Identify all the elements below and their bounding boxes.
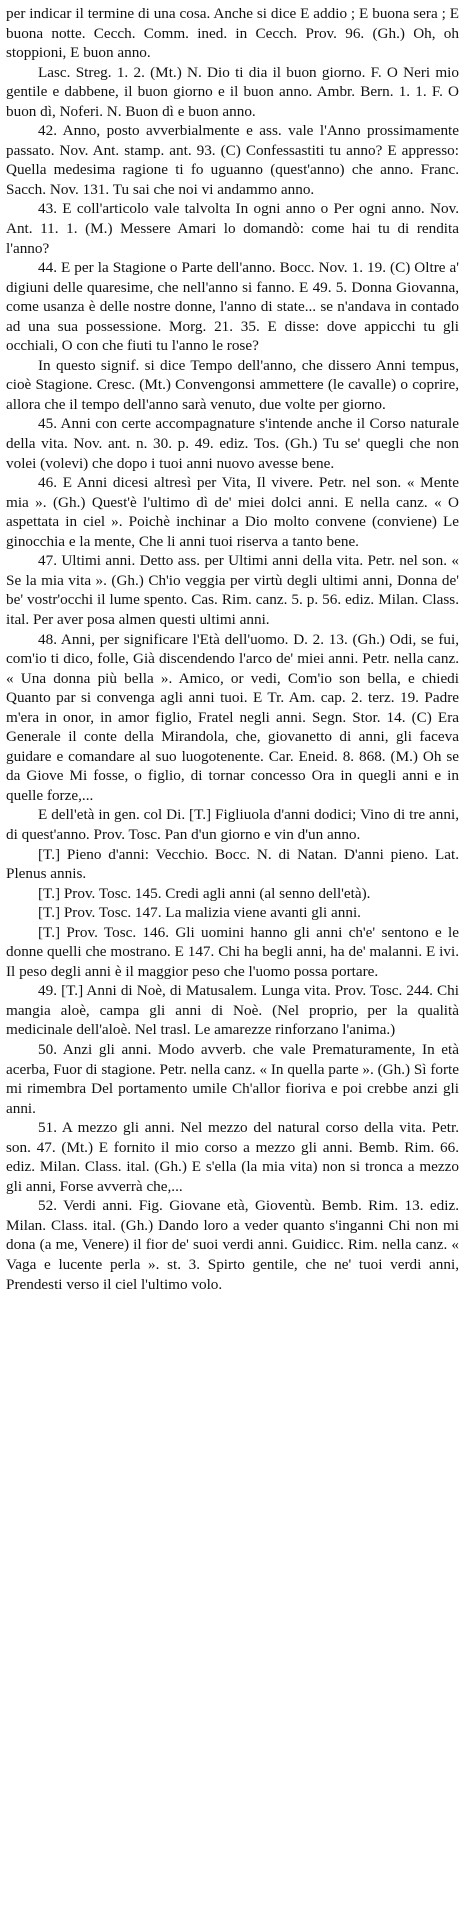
entry-paragraph: E dell'età in gen. col Di. [T.] Figliuola d'anni dodici; Vino di tre anni, di quest'anno. Prov. Tosc. Pan d'un giorno e vin d'un anno. <box>6 806 459 843</box>
entry-paragraph: [T.] Prov. Tosc. 147. La malizia viene avanti gli anni. <box>38 904 361 922</box>
entry-paragraph: [T.] Prov. Tosc. 146. Gli uomini hanno gli anni ch'e' sentono e le donne quelli che mostrano. E 147. Chi ha begli anni, ha de' malanni. E ivi. Il peso degli anni è il maggior peso che l'uomo possa portare. <box>6 923 459 980</box>
entry-paragraph-51: 51. A mezzo gli anni. Nel mezzo del natural corso della vita. Petr. son. 47. (Mt.) E fornito il mio corso a mezzo gli anni. Bemb. Rim. 66. ediz. Milan. Class. ital. (Gh.) E s'ella (la mia vita) non si tronca a mezzo gli anni, Forse avverrà che,... <box>6 1119 459 1195</box>
entry-paragraph-50: 50. Anzi gli anni. Modo avverb. che vale Prematuramente, In età acerba, Fuor di stagione. Petr. nella canz. « In quella parte ». (Gh.) Sì forte mi rimembra Del portamento umile Ch'allor fioriva e poi crebbe anzi gli anni. <box>6 1040 459 1117</box>
entry-paragraph-43: 43. E coll'articolo vale talvolta In ogni anno o Per ogni anno. Nov. Ant. 11. 1. (M.) Messere Amari lo domandò: come hai tu di rendita l'anno? <box>6 200 459 257</box>
entry-paragraph: Lasc. Streg. 1. 2. (Mt.) N. Dio ti dia il buon giorno. F. O Neri mio gentile e dabbene, il buon giorno e il buon anno. Ambr. Bern. 1. 1. F. O buon dì, Noferi. N. Buon dì e buon anno. <box>6 63 459 120</box>
entry-paragraph-44: 44. E per la Stagione o Parte dell'anno. Bocc. Nov. 1. 19. (C) Oltre a' digiuni delle quaresime, che nell'anno si fanno. E 49. 5. Donna Giovanna, come usanza è delle nostre donne, l'anno di state... se n'andava in contado ad una sua possessione. Morg. 21. 35. E disse: dove appicchi tu gli occhiali, O con che fiuti tu l'anno le rose? <box>6 259 459 355</box>
entry-paragraph: per indicar il termine di una cosa. Anche si dice E addio ; E buona sera ; E buona notte. Cecch. Comm. ined. in Cecch. Prov. 96. (Gh.) Oh, oh stoppioni, E buon anno. <box>6 5 459 62</box>
entry-paragraph-52: 52. Verdi anni. Fig. Giovane età, Gioventù. Bemb. Rim. 13. ediz. Milan. Class. ital. (Gh.) Dando loro a veder quanto s'inganni Chi non mi dona (a me, Venere) il fior de' suoi verdi anni. Guidicc. Rim. nella canz. « Vaga e lucente perla ». st. 3. Spirto gentile, che ne' tuoi verdi anni, Prendesti verso il ciel l'ultimo volo. <box>6 1197 459 1293</box>
entry-paragraph-46: 46. E Anni dicesi altresì per Vita, Il vivere. Petr. nel son. « Mente mia ». (Gh.) Quest'è l'ultimo dì de' miei dolci anni. E nella canz. « O aspettata in ciel ». Poichè inchinar a Dio molto convene (conviene) Le ginocchia e la mente, Che li anni tuoi riserva a tanto bene. <box>6 474 459 550</box>
entry-paragraph-45: 45. Anni con certe accompagnature s'intende anche il Corso naturale della vita. Nov. ant. n. 30. p. 49. ediz. Tos. (Gh.) Tu se' quegli che non volei (volevi) che dopo i tuoi anni nuovo avesse bene. <box>6 415 459 472</box>
entry-paragraph-49: 49. [T.] Anni di Noè, di Matusalem. Lunga vita. Prov. Tosc. 244. Chi mangia aloè, campa gli anni di Noè. (Nel proprio, per la qualità medicinale dell'aloè. Nel trasl. Le amarezze rinforzano l'anima.) <box>6 982 459 1039</box>
entry-paragraph: [T.] Pieno d'anni: Vecchio. Bocc. N. di Natan. D'anni pieno. Lat. Plenus annis. <box>6 845 459 883</box>
entry-paragraph-47: 47. Ultimi anni. Detto ass. per Ultimi anni della vita. Petr. nel son. « Se la mia vita ». (Gh.) Ch'io veggia per virtù degli ultimi anni, Donna de' be' vostr'occhi il lume spento. Cas. Rim. canz. 5. p. 56. ediz. Milan. Class. ital. Per aver posa almen questi ultimi anni. <box>6 552 459 628</box>
entry-paragraph-42: 42. Anno, posto avverbialmente e ass. vale l'Anno prossimamente passato. Nov. Ant. stamp. ant. 93. (C) Confessastiti tu anno? E appresso: Quella medesima ragione ti fo uguanno (quest'anno) che anno. Franc. Sacch. Nov. 131. Tu sai che noi vi andammo anno. <box>6 122 459 198</box>
entry-paragraph: [T.] Prov. Tosc. 145. Credi agli anni (al senno dell'età). <box>38 884 371 902</box>
entry-paragraph: In questo signif. si dice Tempo dell'anno, che dissero Anni tempus, cioè Stagione. Cresc. (Mt.) Convengonsi ammettere (le cavalle) o coprire, allora che il tempo dell'anno sarà venuto, due volte per giorno. <box>6 356 459 413</box>
entry-paragraph-48: 48. Anni, per significare l'Età dell'uomo. D. 2. 13. (Gh.) Odi, se fui, com'io ti dico, folle, Già discendendo l'arco de' miei anni. Petr. nella canz. « Una donna più bella ». Amico, or vedi, Com'io son bella, e chiedi Quanto par si convenga agli anni tuoi. E Tr. Am. cap. 2. terz. 19. Padre m'era in onor, in amor figlio, Fratel negli anni. Segn. Stor. 14. (C) Era Generale il conte della Mirandola, che, giovanetto di anni, gli faceva guidare e comandare al suo luogotenente. Car. Eneid. 8. 868. (M.) Oh se da Giove Mi fosse, o figlio, di tornar concesso Ora in quegli anni e in quelle forze,... <box>6 630 459 804</box>
